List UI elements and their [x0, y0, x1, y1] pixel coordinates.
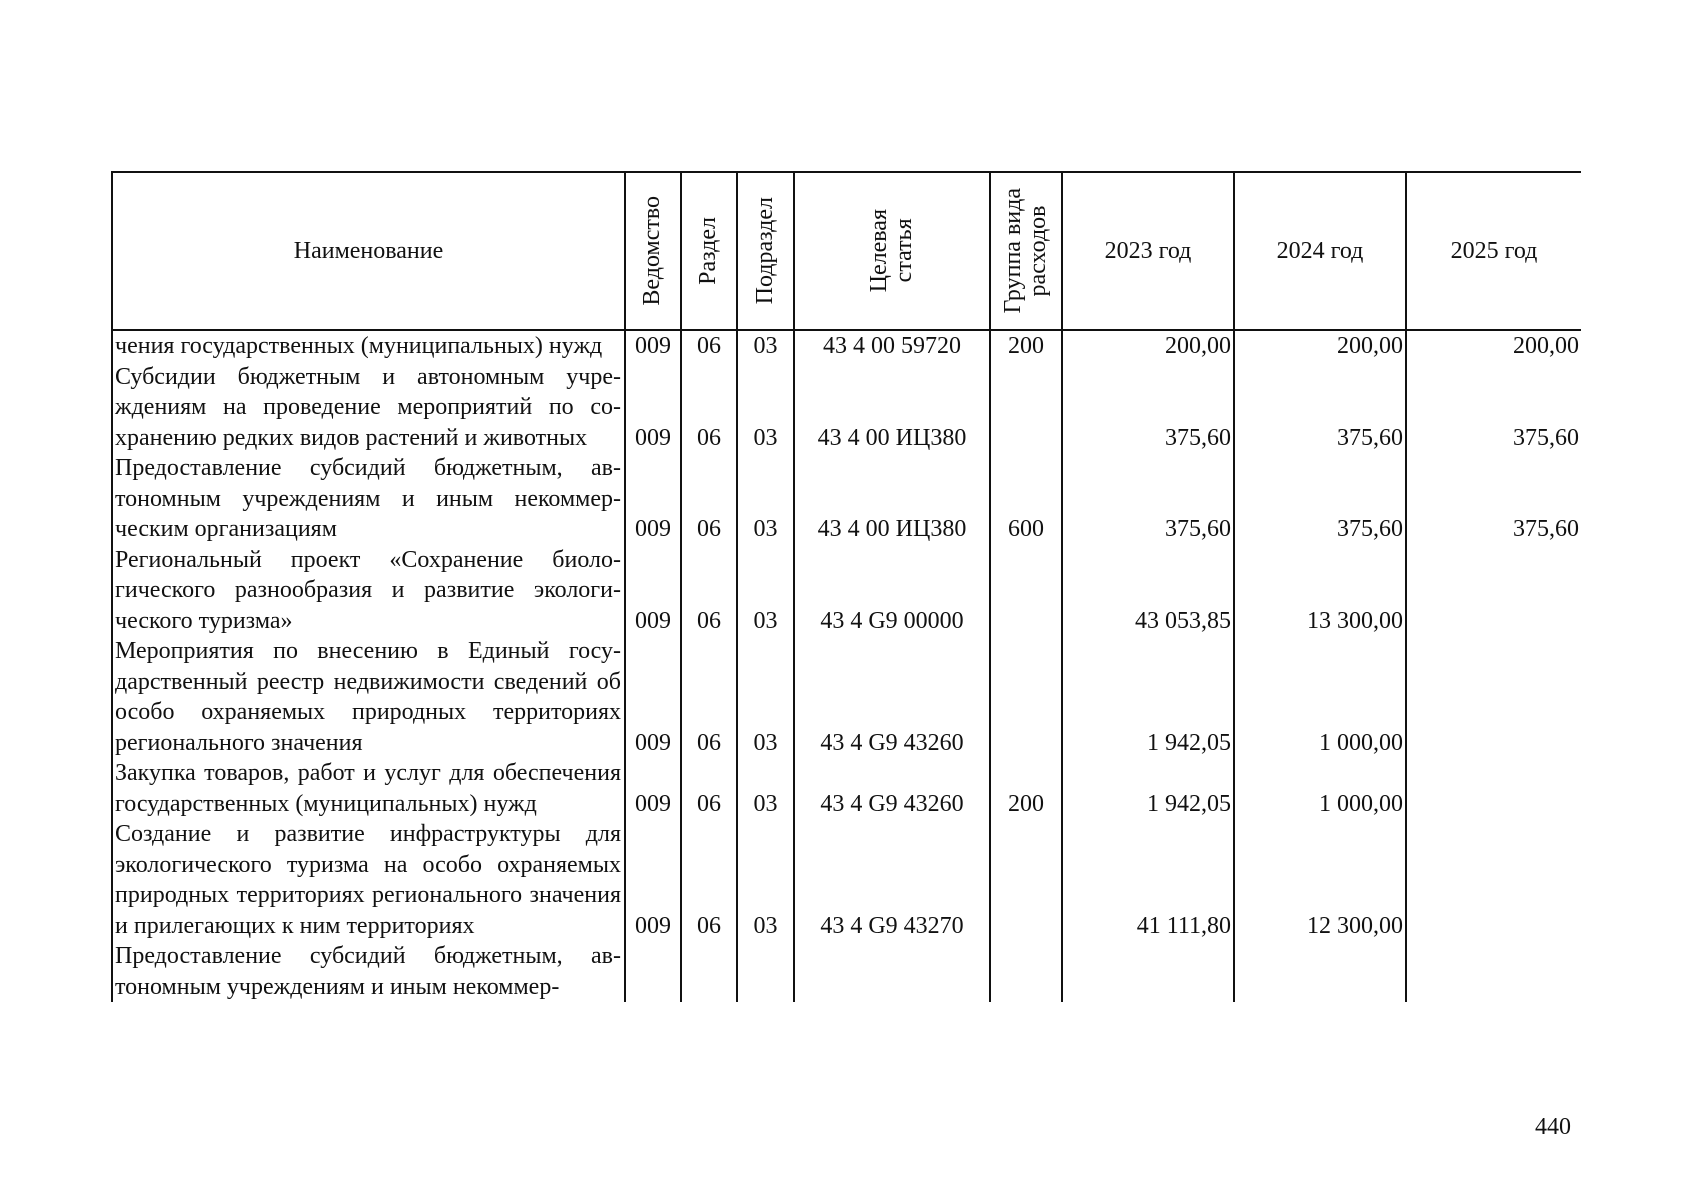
cell-name: Субсидии бюджетным и автономным учреждениям на проведение мероприятий по сохранению редких видов растений и животных: [112, 362, 625, 454]
cell-2023: 41 111,80: [1062, 819, 1234, 941]
cell-razdel: 06: [681, 330, 737, 362]
cell-2024: 1 000,00: [1234, 758, 1406, 819]
cell-vedomstvo: 009: [625, 330, 681, 362]
header-celevaya-line2: статья: [891, 219, 917, 283]
cell-2025: [1406, 758, 1581, 819]
cell-2024: 12 300,00: [1234, 819, 1406, 941]
table-row: [112, 545, 1581, 637]
cell-2025: 200,00: [1406, 330, 1581, 362]
cell-podrazdel: [737, 941, 794, 1002]
cell-2025: [1406, 545, 1581, 637]
cell-2023: 375,60: [1062, 362, 1234, 454]
cell-name: чения государственных (муниципальных) нужд: [112, 330, 625, 362]
table-body: [112, 330, 1581, 1002]
cell-razdel: 06: [681, 819, 737, 941]
cell-gruppa: 200: [990, 330, 1062, 362]
cell-2024: [1234, 941, 1406, 1002]
cell-2023: [1062, 941, 1234, 1002]
header-vedomstvo: [625, 172, 681, 330]
cell-celevaya: 43 4 G9 43260: [794, 636, 990, 758]
cell-podrazdel: 03: [737, 545, 794, 637]
cell-razdel: 06: [681, 453, 737, 545]
cell-razdel: 06: [681, 545, 737, 637]
header-gruppa-text: [1001, 188, 1051, 313]
cell-2025: 375,60: [1406, 453, 1581, 545]
cell-podrazdel: 03: [737, 636, 794, 758]
cell-vedomstvo: 009: [625, 758, 681, 819]
table-row: [112, 453, 1581, 545]
header-name-text: Наименование: [293, 237, 444, 264]
cell-podrazdel: 03: [737, 758, 794, 819]
header-celevaya-statya: [794, 172, 990, 330]
header-gruppa-line2: расходов: [1025, 205, 1051, 297]
cell-celevaya: 43 4 00 ИЦ380: [794, 362, 990, 454]
header-year-2024-text: 2024 год: [1276, 237, 1364, 264]
header-year-2025: [1406, 172, 1581, 330]
cell-celevaya: 43 4 G9 43270: [794, 819, 990, 941]
header-year-2023: [1062, 172, 1234, 330]
table-row: [112, 636, 1581, 758]
cell-name: Предоставление субсидий бюджетным, автономным учреждениям и иным некоммер-: [112, 941, 625, 1002]
cell-gruppa: [990, 636, 1062, 758]
cell-name: Мероприятия по внесению в Единый государственный реестр недвижимости сведений об особо охраняемых природных территориях регионального значения: [112, 636, 625, 758]
cell-podrazdel: 03: [737, 330, 794, 362]
cell-2025: [1406, 941, 1581, 1002]
cell-razdel: 06: [681, 758, 737, 819]
cell-2025: [1406, 819, 1581, 941]
cell-vedomstvo: 009: [625, 545, 681, 637]
cell-podrazdel: 03: [737, 819, 794, 941]
cell-gruppa: [990, 941, 1062, 1002]
cell-celevaya: 43 4 G9 00000: [794, 545, 990, 637]
cell-razdel: [681, 941, 737, 1002]
cell-2023: 375,60: [1062, 453, 1234, 545]
cell-name: Закупка товаров, работ и услуг для обеспечения государственных (муниципальных) нужд: [112, 758, 625, 819]
cell-2023: 1 942,05: [1062, 636, 1234, 758]
table-row: [112, 330, 1581, 362]
budget-table: [111, 171, 1581, 1002]
cell-2024: 375,60: [1234, 362, 1406, 454]
cell-gruppa: 200: [990, 758, 1062, 819]
table-row: [112, 819, 1581, 941]
cell-vedomstvo: 009: [625, 636, 681, 758]
cell-podrazdel: 03: [737, 453, 794, 545]
cell-podrazdel: 03: [737, 362, 794, 454]
cell-gruppa: [990, 545, 1062, 637]
cell-name: Региональный проект «Сохранение биологического разнообразия и развитие экологического туризма»: [112, 545, 625, 637]
header-celevaya-line1: Целевая: [865, 209, 892, 293]
header-celevaya-text: [867, 209, 917, 292]
cell-gruppa: 600: [990, 453, 1062, 545]
cell-celevaya: 43 4 G9 43260: [794, 758, 990, 819]
header-name: [112, 172, 625, 330]
cell-razdel: 06: [681, 362, 737, 454]
cell-vedomstvo: [625, 941, 681, 1002]
cell-gruppa: [990, 362, 1062, 454]
table-row: [112, 941, 1581, 1002]
cell-celevaya: 43 4 00 59720: [794, 330, 990, 362]
header-year-2024: [1234, 172, 1406, 330]
table-row: [112, 758, 1581, 819]
page-number: 440: [1535, 1114, 1571, 1140]
header-vedomstvo-text: Ведомство: [639, 196, 666, 306]
cell-2024: 200,00: [1234, 330, 1406, 362]
header-year-2023-text: 2023 год: [1104, 237, 1192, 264]
cell-2024: 375,60: [1234, 453, 1406, 545]
cell-vedomstvo: 009: [625, 819, 681, 941]
header-razdel-text: Раздел: [695, 217, 722, 285]
cell-vedomstvo: 009: [625, 453, 681, 545]
cell-celevaya: [794, 941, 990, 1002]
table-header: [112, 172, 1581, 330]
cell-2024: 1 000,00: [1234, 636, 1406, 758]
cell-celevaya: 43 4 00 ИЦ380: [794, 453, 990, 545]
cell-gruppa: [990, 819, 1062, 941]
header-podrazdel: [737, 172, 794, 330]
cell-2023: 43 053,85: [1062, 545, 1234, 637]
header-gruppa-vida-rashodov: [990, 172, 1062, 330]
header-razdel: [681, 172, 737, 330]
cell-name: Создание и развитие инфраструктуры для экологического туризма на особо охраняемых природных территориях регионального значения и прилегающих к ним территориях: [112, 819, 625, 941]
cell-2023: 200,00: [1062, 330, 1234, 362]
cell-2025: 375,60: [1406, 362, 1581, 454]
cell-vedomstvo: 009: [625, 362, 681, 454]
table-row: [112, 362, 1581, 454]
cell-2023: 1 942,05: [1062, 758, 1234, 819]
header-podrazdel-text: Подраздел: [751, 197, 778, 305]
cell-2024: 13 300,00: [1234, 545, 1406, 637]
cell-2025: [1406, 636, 1581, 758]
header-year-2025-text: 2025 год: [1450, 237, 1538, 264]
header-gruppa-line1: Группа вида: [999, 188, 1026, 314]
cell-name: Предоставление субсидий бюджетным, автономным учреждениям и иным некоммерческим организациям: [112, 453, 625, 545]
header-row: [112, 172, 1581, 330]
cell-razdel: 06: [681, 636, 737, 758]
budget-table-container: [111, 171, 1581, 1093]
